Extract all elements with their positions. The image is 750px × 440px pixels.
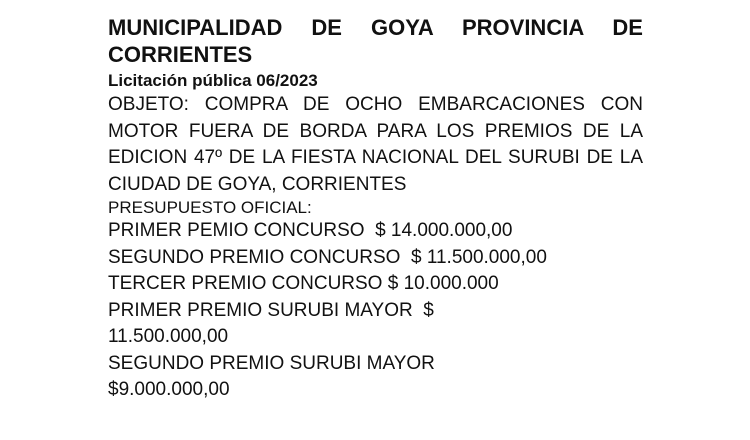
prize-line-3: TERCER PREMIO CONCURSO $ 10.000.000 — [108, 273, 499, 294]
prize-line-2: SEGUNDO PREMIO CONCURSO $ 11.500.000,00 — [108, 246, 547, 268]
prize-line-4: PRIMER PREMIO SURUBI MAYOR $ — [108, 299, 434, 321]
notice — [108, 14, 643, 404]
tender-object: OBJETO: COMPRA DE OCHO EMBARCACIONES CON MOTOR FUERA DE BORDA PARA LOS PREMIOS DE LA EDICION 47º DE LA FIESTA NACIONAL DEL SURUBI DE LA CIUDAD DE GOYA, CORRIENTES — [108, 94, 643, 195]
notice-title: MUNICIPALIDAD DE GOYA PROVINCIA DE CORRIENTES — [108, 15, 643, 67]
prize-line-4-amount: 11.500.000,00 — [108, 326, 229, 347]
prize-line-1: PRIMER PEMIO CONCURSO $ 14.000.000,00 — [108, 220, 513, 241]
tender-number: Licitación pública 06/2023 — [108, 71, 318, 90]
prize-line-5: SEGUNDO PREMIO SURUBI MAYOR — [108, 352, 435, 374]
budget-label: PRESUPUESTO OFICIAL: — [108, 198, 312, 217]
prize-line-5-amount: $9.000.000,00 — [108, 379, 230, 400]
